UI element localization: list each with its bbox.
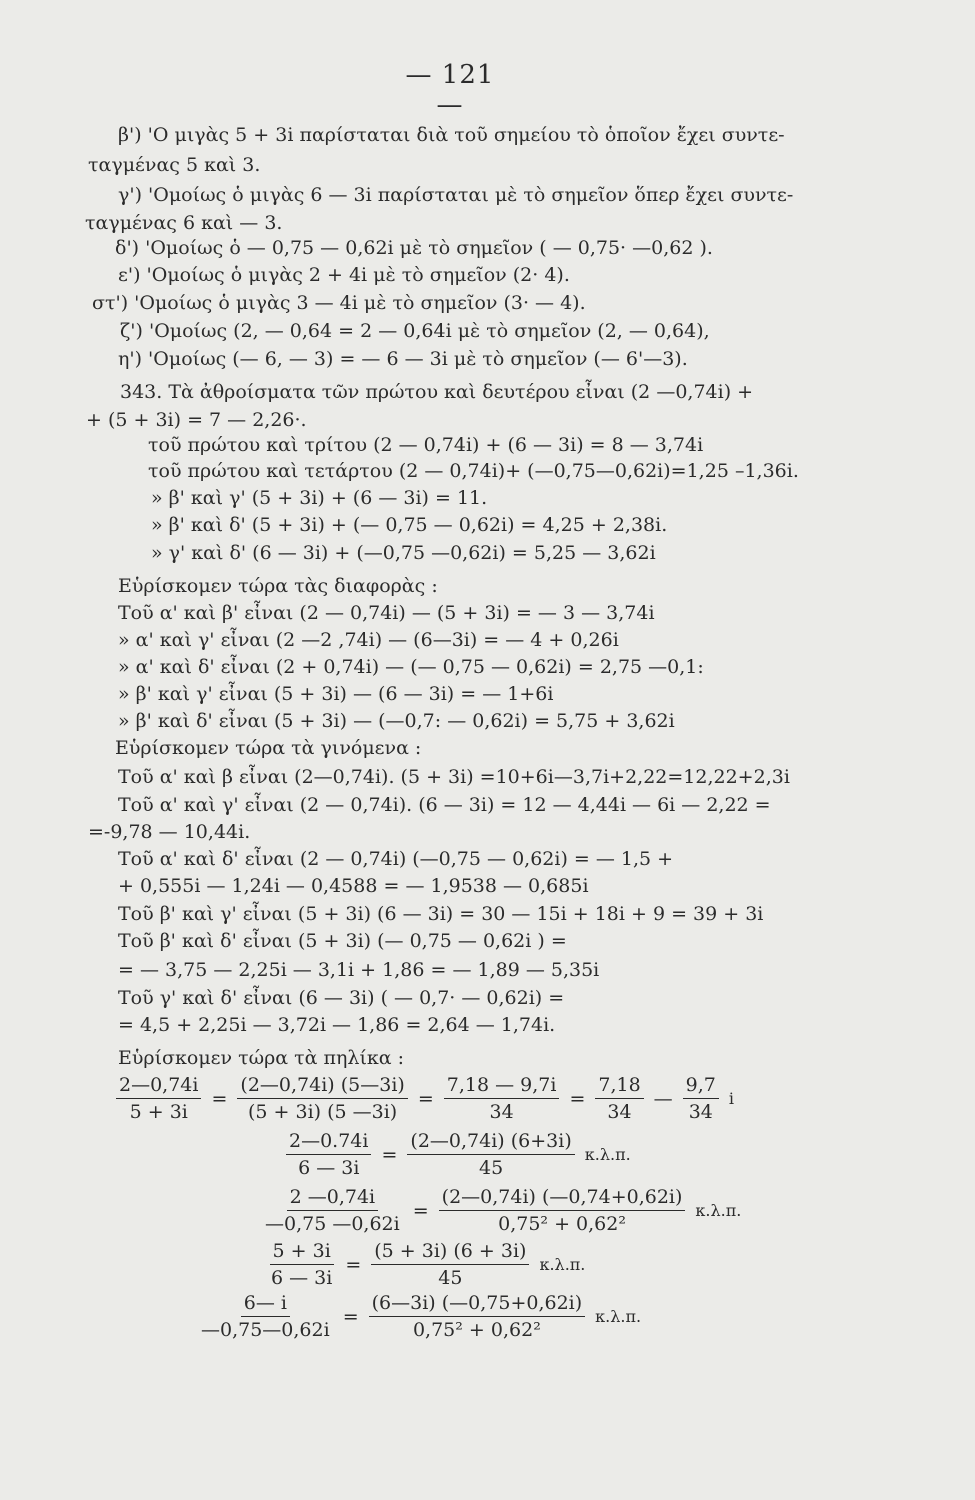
text-line: » β' καὶ γ' (5 + 3i) + (6 — 3i) = 11. (151, 487, 488, 509)
text-line: » β' καὶ δ' (5 + 3i) + (— 0,75 — 0,62i) = 4,25 + 2,38i. (151, 514, 668, 536)
text-line: στ') 'Ομοίως ὁ μιγὰς 3 — 4i μὲ τὸ σημεῖον (3· — 4). (92, 292, 586, 314)
text-line: Τοῦ α' καὶ γ' εἶναι (2 — 0,74i). (6 — 3i) = 12 — 4,44i — 6i — 2,22 = (118, 794, 771, 816)
fraction (407, 1130, 574, 1179)
numerator: 2—0,74i (116, 1074, 201, 1099)
text-line: + (5 + 3i) = 7 — 2,26·. (86, 409, 307, 431)
denominator: 5 + 3i (129, 1101, 188, 1123)
denominator: —0,75—0,62i (201, 1319, 330, 1341)
text-line: δ') 'Ομοίως ὁ — 0,75 — 0,62i μὲ τὸ σημεῖον ( — 0,75· —0,62 ). (115, 237, 713, 259)
text-line: » β' καὶ δ' εἶναι (5 + 3i) — (—0,7: — 0,62i) = 5,75 + 3,62i (118, 710, 675, 732)
fraction (286, 1130, 371, 1179)
denominator: —0,75 —0,62i (265, 1213, 400, 1235)
text-line: + 0,555i — 1,24i — 0,4588 = — 1,9538 — 0,685i (118, 875, 589, 897)
text-line: Τοῦ α' καὶ β εἶναι (2—0,74i). (5 + 3i) =10+6i—3,7i+2,22=12,22+2,3i (118, 766, 790, 788)
fraction (439, 1186, 686, 1235)
operator: — (653, 1087, 673, 1110)
quotient-line-2 (282, 1130, 631, 1179)
fraction (371, 1240, 529, 1289)
operator: = (342, 1305, 359, 1328)
fraction (683, 1074, 719, 1123)
denominator: (5 + 3i) (5 —3i) (247, 1101, 398, 1123)
page-number: — 121 — (405, 60, 495, 120)
operator: = (345, 1253, 362, 1276)
quotient-suffix: κ.λ.π. (695, 1201, 742, 1220)
fraction (116, 1074, 201, 1123)
quotient-line-3 (258, 1186, 741, 1235)
operator: = (381, 1143, 398, 1166)
fraction (268, 1240, 335, 1289)
text-line: ταγμένας 5 καὶ 3. (88, 154, 261, 176)
denominator: 0,75² + 0,62² (412, 1319, 541, 1341)
text-line: γ') 'Ομοίως ὁ μιγὰς 6 — 3i παρίσταται μὲ τὸ σημεῖον ὅπερ ἔχει συντε- (118, 184, 794, 206)
text-line: Εὑρίσκομεν τώρα τὰ πηλίκα : (118, 1047, 405, 1069)
fraction (198, 1292, 333, 1341)
quotient-line-5 (194, 1292, 641, 1341)
fraction (237, 1074, 407, 1123)
text-line: =-9,78 — 10,44i. (88, 821, 251, 843)
quotient-suffix: κ.λ.π. (595, 1307, 642, 1326)
text-line: ε') 'Ομοίως ὁ μιγὰς 2 + 4i μὲ τὸ σημεῖον (2· 4). (118, 264, 570, 286)
numerator: 7,18 — 9,7i (444, 1074, 560, 1099)
quotient-line-4 (264, 1240, 585, 1289)
numerator: 9,7 (683, 1074, 719, 1099)
numerator: 5 + 3i (270, 1240, 334, 1265)
numerator: 6— i (241, 1292, 290, 1317)
denominator: 6 — 3i (298, 1157, 360, 1179)
numerator: (6—3i) (—0,75+0,62i) (369, 1292, 586, 1317)
text-line: 343. Τὰ ἀθροίσματα τῶν πρώτου καὶ δευτέρου εἶναι (2 —0,74i) + (120, 381, 754, 403)
text-line: η') 'Ομοίως (— 6, — 3) = — 6 — 3i μὲ τὸ σημεῖον (— 6'—3). (118, 348, 688, 370)
denominator: 34 (607, 1101, 632, 1123)
quotient-suffix: i (728, 1089, 735, 1108)
text-line: τοῦ πρώτου καὶ τρίτου (2 — 0,74i) + (6 — 3i) = 8 — 3,74i (148, 434, 704, 456)
numerator: 2 —0,74i (287, 1186, 379, 1211)
text-line: » α' καὶ γ' εἶναι (2 —2 ,74i) — (6—3i) = — 4 + 0,26i (118, 629, 619, 651)
denominator: 45 (478, 1157, 504, 1179)
text-line: Εὑρίσκομεν τώρα τὰ γινόμενα : (115, 737, 422, 759)
text-line: = 4,5 + 2,25i — 3,72i — 1,86 = 2,64 — 1,74i. (118, 1014, 556, 1036)
text-line: » α' καὶ δ' εἶναι (2 + 0,74i) — (— 0,75 — 0,62i) = 2,75 —0,1: (118, 656, 704, 678)
denominator: 34 (688, 1101, 713, 1123)
text-line: » γ' καὶ δ' (6 — 3i) + (—0,75 —0,62i) = 5,25 — 3,62i (151, 542, 656, 564)
operator: = (412, 1199, 429, 1222)
text-line: Τοῦ α' καὶ β' εἶναι (2 — 0,74i) — (5 + 3i) = — 3 — 3,74i (118, 602, 655, 624)
quotient-suffix: κ.λ.π. (584, 1145, 631, 1164)
numerator: (5 + 3i) (6 + 3i) (371, 1240, 529, 1265)
operator: = (569, 1087, 586, 1110)
operator: = (417, 1087, 434, 1110)
text-line: Τοῦ β' καὶ δ' εἶναι (5 + 3i) (— 0,75 — 0,62i ) = (118, 930, 567, 952)
text-line: ταγμένας 6 καὶ — 3. (85, 212, 283, 234)
text-line: » β' καὶ γ' εἶναι (5 + 3i) — (6 — 3i) = — 1+6i (118, 683, 554, 705)
denominator: 6 — 3i (271, 1267, 333, 1289)
text-line: τοῦ πρώτου καὶ τετάρτου (2 — 0,74i)+ (—0,75—0,62i)=1,25 –1,36i. (148, 460, 799, 482)
fraction (369, 1292, 586, 1341)
fraction (595, 1074, 643, 1123)
text-line: ζ') 'Ομοίως (2, — 0,64 = 2 — 0,64i μὲ τὸ σημεῖον (2, — 0,64), (120, 320, 710, 342)
text-line: Τοῦ α' καὶ δ' εἶναι (2 — 0,74i) (—0,75 — 0,62i) = — 1,5 + (118, 848, 674, 870)
numerator: 2—0.74i (286, 1130, 371, 1155)
operator: = (211, 1087, 228, 1110)
text-line: β') 'Ο μιγὰς 5 + 3i παρίσταται διὰ τοῦ σημείου τὸ ὁποῖον ἔχει συντε- (118, 124, 785, 146)
text-line: Τοῦ β' καὶ γ' εἶναι (5 + 3i) (6 — 3i) = 30 — 15i + 18i + 9 = 39 + 3i (118, 903, 764, 925)
denominator: 0,75² + 0,62² (498, 1213, 626, 1235)
quotient-line-1 (112, 1074, 734, 1123)
denominator: 34 (489, 1101, 514, 1123)
quotient-suffix: κ.λ.π. (539, 1255, 586, 1274)
numerator: (2—0,74i) (—0,74+0,62i) (439, 1186, 686, 1211)
fraction (444, 1074, 560, 1123)
numerator: 7,18 (595, 1074, 643, 1099)
denominator: 45 (438, 1267, 463, 1289)
fraction (262, 1186, 403, 1235)
numerator: (2—0,74i) (5—3i) (237, 1074, 407, 1099)
text-line: = — 3,75 — 2,25i — 3,1i + 1,86 = — 1,89 — 5,35i (118, 959, 600, 981)
text-line: Εὑρίσκομεν τώρα τὰς διαφορὰς : (118, 575, 438, 597)
text-line: Τοῦ γ' καὶ δ' εἶναι (6 — 3i) ( — 0,7· — 0,62i) = (118, 987, 565, 1009)
numerator: (2—0,74i) (6+3i) (407, 1130, 574, 1155)
